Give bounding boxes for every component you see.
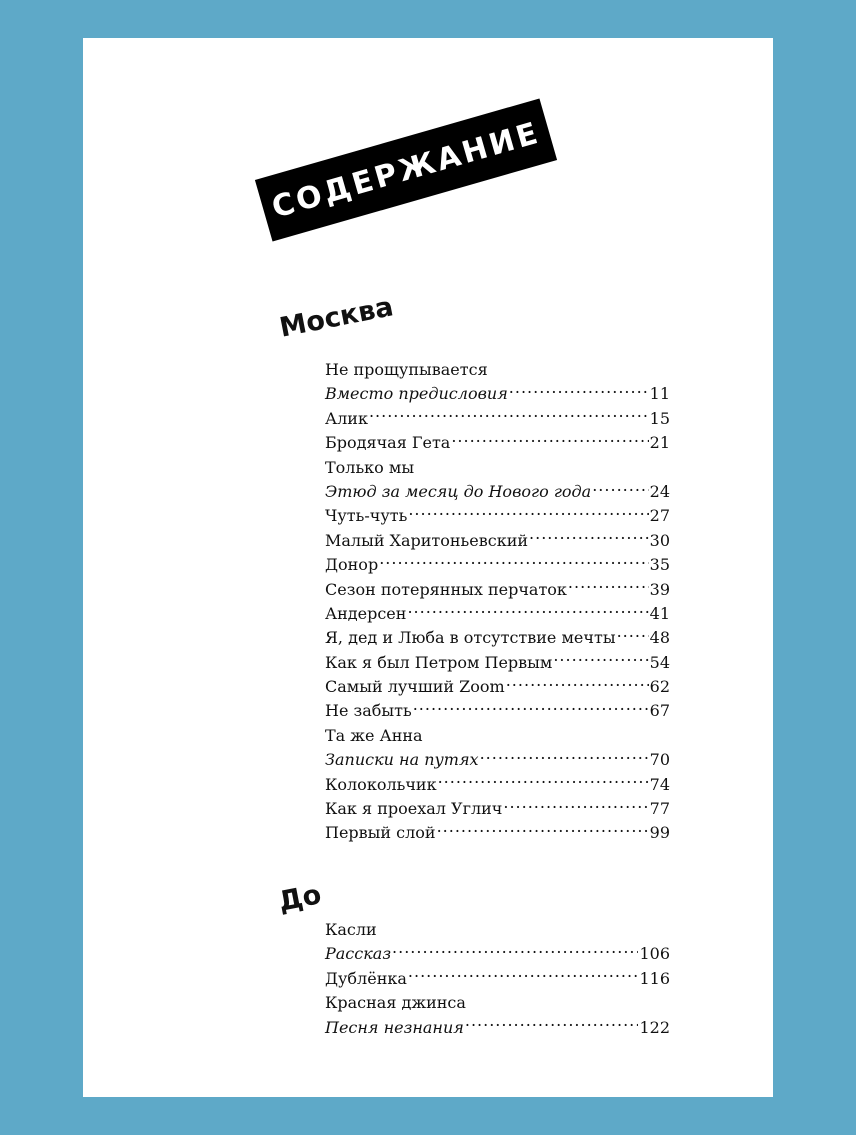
- toc-entry: [325, 821, 670, 845]
- toc-page-number: 15: [649, 408, 670, 428]
- toc-page-number: 48: [649, 628, 670, 648]
- toc-entry-title: Колокольчик: [325, 774, 437, 794]
- dot-leader: [408, 505, 648, 521]
- dot-leader: [438, 774, 649, 790]
- toc-entry-title: Этюд за месяц до Нового года: [325, 481, 592, 501]
- dot-leader: [480, 749, 649, 765]
- toc-page-number: 77: [649, 799, 670, 819]
- toc-page-number: 41: [649, 603, 670, 623]
- toc-entry: [325, 967, 670, 991]
- toc-page-number: 24: [649, 481, 670, 501]
- toc-entry: [325, 553, 670, 577]
- toc-entry: [325, 529, 670, 553]
- toc-page-number: 116: [639, 968, 670, 988]
- toc-entry: [325, 504, 670, 528]
- dot-leader: [529, 530, 649, 546]
- toc-entry-title: Донор: [325, 555, 379, 575]
- toc-entry-title: Та же Анна: [325, 725, 423, 745]
- toc-entry-title: Сезон потерянных перчаток: [325, 579, 567, 599]
- toc-page-number: 27: [649, 506, 670, 526]
- dot-leader: [379, 554, 648, 570]
- toc-entry-title: Песня незнания: [325, 1017, 464, 1037]
- dot-leader: [553, 652, 648, 668]
- toc-entry: [325, 456, 670, 480]
- toc-entry: [325, 991, 670, 1015]
- toc-page-number: 30: [649, 530, 670, 550]
- dot-leader: [369, 408, 649, 424]
- toc-entry: [325, 480, 670, 504]
- toc-page-number: 11: [649, 384, 670, 404]
- toc-entry: [325, 748, 670, 772]
- toc-page-number: 21: [649, 433, 670, 453]
- toc-entry-title: Записки на путях: [325, 750, 479, 770]
- toc-entry: [325, 431, 670, 455]
- toc-page-number: 74: [649, 774, 670, 794]
- dot-leader: [509, 383, 649, 399]
- toc-page-number: 99: [649, 823, 670, 843]
- toc-entry: [325, 1016, 670, 1040]
- toc-list-moscow: [325, 358, 670, 846]
- toc-entry: [325, 578, 670, 602]
- toc-entry-title: Дублёнка: [325, 968, 407, 988]
- toc-entry: [325, 918, 670, 942]
- dot-leader: [408, 968, 639, 984]
- dot-leader: [568, 579, 649, 595]
- dot-leader: [451, 432, 648, 448]
- toc-entry: [325, 602, 670, 626]
- toc-entry-title: Только мы: [325, 457, 415, 477]
- dot-leader: [506, 676, 649, 692]
- toc-page-number: 70: [649, 750, 670, 770]
- toc-page-number: 62: [649, 677, 670, 697]
- dot-leader: [592, 481, 648, 497]
- dot-leader: [437, 822, 649, 838]
- toc-page-number: 67: [649, 701, 670, 721]
- toc-entry-title: Не прощупывается: [325, 360, 488, 379]
- toc-entry-title: Рассказ: [325, 944, 392, 964]
- dot-leader: [617, 627, 649, 643]
- toc-entry-title: Андерсен: [325, 603, 407, 623]
- toc-entry-title: Бродячая Гета: [325, 433, 451, 453]
- toc-list-do: [325, 918, 670, 1040]
- contents-banner: СОДЕРЖАНИЕ: [255, 98, 557, 241]
- toc-entry: [325, 407, 670, 431]
- section-title-moscow: Москва: [277, 291, 396, 344]
- toc-page-number: 106: [639, 944, 670, 964]
- dot-leader: [465, 1017, 639, 1033]
- dot-leader: [413, 700, 649, 716]
- toc-entry: [325, 382, 670, 406]
- toc-entry: [325, 797, 670, 821]
- toc-entry-title: Я, дед и Люба в отсутствие мечты: [325, 628, 616, 648]
- toc-entry: [325, 724, 670, 748]
- toc-entry: [325, 651, 670, 675]
- toc-entry-title: Чуть-чуть: [325, 506, 408, 526]
- toc-entry-title: Вместо предисловия: [325, 384, 508, 404]
- toc-entry: [325, 773, 670, 797]
- toc-entry-title: Не забыть: [325, 701, 412, 721]
- toc-page-number: 122: [639, 1017, 670, 1037]
- toc-page-number: 54: [649, 652, 670, 672]
- toc-entry: [325, 358, 670, 382]
- toc-entry: [325, 626, 670, 650]
- toc-page-number: 39: [649, 579, 670, 599]
- section-title-do: До: [276, 879, 324, 918]
- dot-leader: [407, 603, 648, 619]
- toc-entry-title: Как я проехал Углич: [325, 799, 503, 819]
- toc-entry-title: Алик: [325, 408, 368, 428]
- toc-page-number: 35: [649, 555, 670, 575]
- toc-entry-title: Красная джинса: [325, 993, 466, 1013]
- dot-leader: [392, 943, 638, 959]
- toc-entry: [325, 675, 670, 699]
- toc-entry-title: Первый слой: [325, 823, 436, 843]
- toc-entry: [325, 942, 670, 966]
- toc-entry: [325, 699, 670, 723]
- toc-entry-title: Как я был Петром Первым: [325, 652, 553, 672]
- dot-leader: [503, 798, 648, 814]
- toc-entry-title: Касли: [325, 920, 377, 939]
- toc-entry-title: Самый лучший Zoom: [325, 677, 505, 697]
- toc-entry-title: Малый Харитоньевский: [325, 530, 529, 550]
